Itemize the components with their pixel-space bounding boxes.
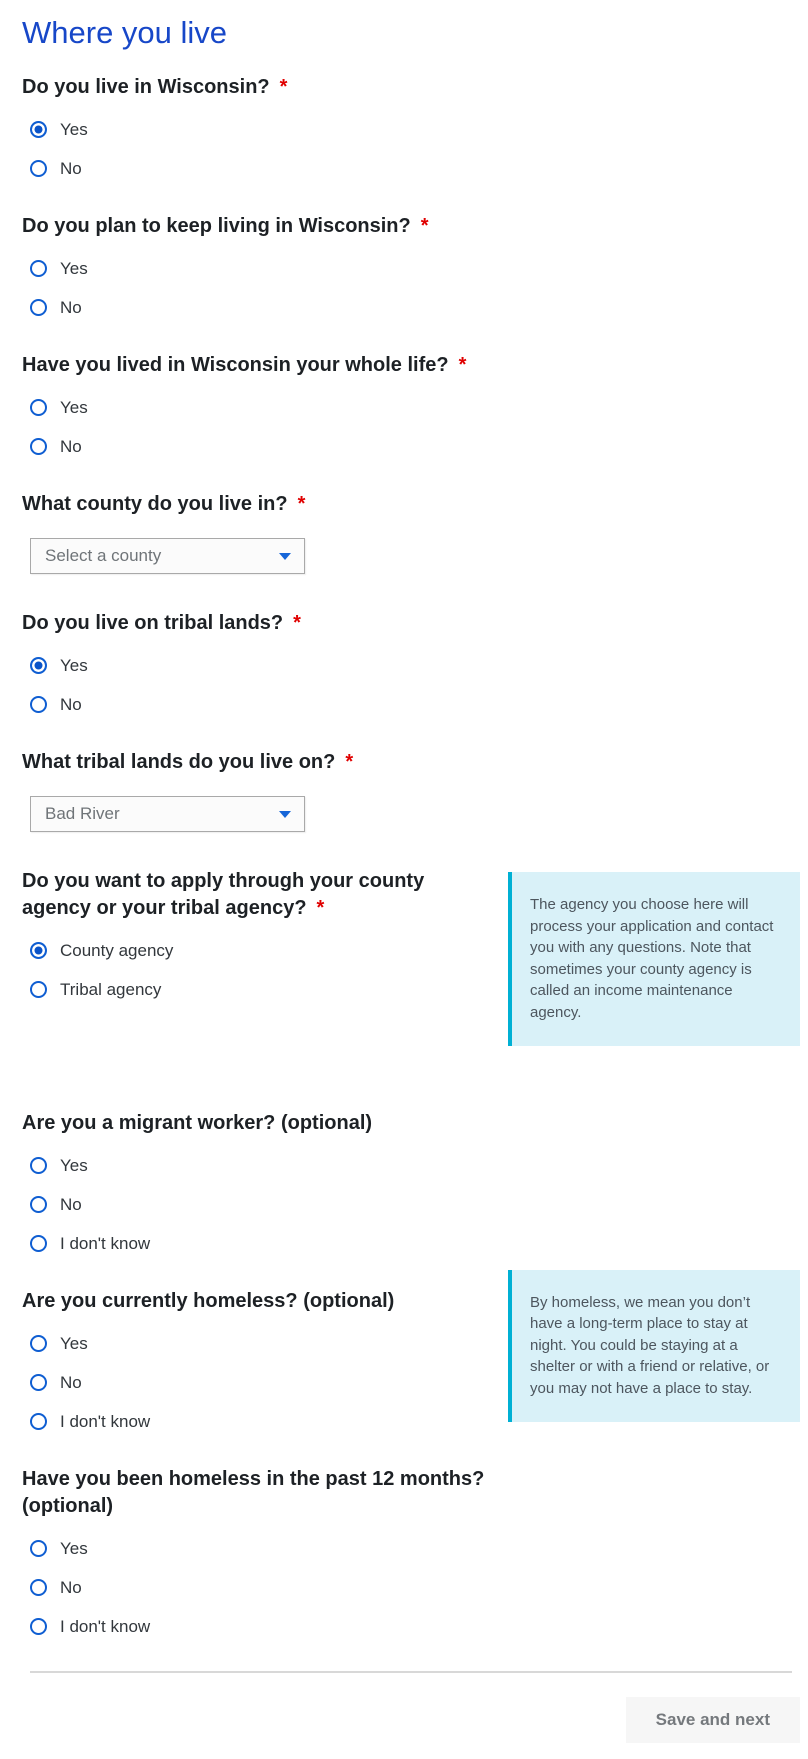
radio-label[interactable]: Yes	[60, 1538, 88, 1558]
radio-button[interactable]	[30, 1235, 47, 1252]
question-title	[22, 1466, 542, 1520]
question-title	[22, 610, 542, 637]
radio-button[interactable]	[30, 160, 47, 177]
question-main-column	[22, 868, 508, 998]
radio-option-dont-know[interactable]	[30, 1235, 800, 1252]
radio-button[interactable]	[30, 1335, 47, 1352]
question-title	[22, 74, 542, 101]
radio-label[interactable]: Yes	[60, 1333, 88, 1353]
required-asterisk: *	[345, 751, 354, 774]
question-main-column	[22, 1288, 508, 1430]
radio-button[interactable]	[30, 1618, 47, 1635]
radio-option-dont-know[interactable]	[30, 1618, 800, 1635]
radio-button[interactable]	[30, 1413, 47, 1430]
radio-option-dont-know[interactable]	[30, 1413, 508, 1430]
radio-label[interactable]: No	[60, 1372, 82, 1392]
question-text: Do you want to apply through your county agency or your tribal agency?	[22, 870, 425, 920]
radio-label[interactable]: No	[60, 695, 82, 715]
question-title	[22, 749, 542, 776]
question-title	[22, 1288, 462, 1315]
radio-label[interactable]: I don't know	[60, 1233, 151, 1253]
radio-option-yes[interactable]	[30, 1540, 800, 1557]
radio-label[interactable]: Tribal agency	[60, 980, 162, 1000]
radio-label[interactable]: Yes	[60, 120, 88, 140]
radio-button[interactable]	[30, 696, 47, 713]
question-migrant-worker	[22, 1110, 800, 1252]
required-asterisk: *	[293, 612, 301, 635]
radio-option-tribal-agency[interactable]	[30, 981, 508, 998]
radio-label[interactable]: Yes	[60, 1155, 88, 1175]
required-asterisk: *	[279, 76, 288, 99]
save-and-next-button[interactable]: Save and next	[626, 1697, 800, 1743]
footer-divider	[30, 1671, 792, 1673]
radio-option-yes[interactable]	[30, 260, 800, 277]
info-box-homeless: By homeless, we mean you don’t have a long-term place to stay at night. You could be staying at a shelter or with a friend or relative, or you may not have a place to stay.	[508, 1270, 800, 1422]
radio-option-yes[interactable]	[30, 1335, 508, 1352]
required-asterisk: *	[458, 354, 467, 377]
question-text: Are you currently homeless? (optional)	[22, 1289, 395, 1312]
radio-button-selected[interactable]	[30, 942, 47, 959]
radio-button[interactable]	[30, 260, 47, 277]
radio-button[interactable]	[30, 1374, 47, 1391]
radio-label[interactable]: No	[60, 1194, 82, 1214]
radio-group	[22, 1335, 508, 1430]
question-title	[22, 868, 462, 922]
radio-group	[22, 657, 800, 713]
radio-button[interactable]	[30, 438, 47, 455]
radio-option-yes[interactable]	[30, 657, 800, 674]
radio-label[interactable]: Yes	[60, 656, 88, 676]
question-text: Have you lived in Wisconsin your whole life?	[22, 354, 449, 377]
radio-group	[22, 1157, 800, 1252]
radio-group	[22, 942, 508, 998]
chevron-down-icon	[279, 811, 291, 818]
radio-option-no[interactable]	[30, 1374, 508, 1391]
radio-option-no[interactable]	[30, 1579, 800, 1596]
radio-button-selected[interactable]	[30, 657, 47, 674]
question-county	[22, 491, 800, 574]
radio-option-yes[interactable]	[30, 399, 800, 416]
radio-label[interactable]: No	[60, 159, 82, 179]
required-asterisk: *	[297, 493, 306, 516]
question-which-tribal-lands	[22, 749, 800, 832]
footer-actions	[22, 1697, 800, 1743]
radio-label[interactable]: I don't know	[60, 1616, 151, 1636]
question-text: Do you live in Wisconsin?	[22, 76, 270, 99]
question-title	[22, 352, 542, 379]
chevron-down-icon	[279, 553, 291, 560]
question-tribal-lands	[22, 610, 800, 713]
required-asterisk: *	[316, 897, 325, 920]
question-homeless-past-12-months	[22, 1466, 800, 1635]
radio-option-no[interactable]	[30, 299, 800, 316]
page-footer	[22, 1671, 800, 1759]
radio-label[interactable]: County agency	[60, 941, 174, 961]
radio-option-no[interactable]	[30, 696, 800, 713]
question-text: Do you plan to keep living in Wisconsin?	[22, 215, 411, 238]
question-text: What county do you live in?	[22, 493, 288, 516]
info-box-agency: The agency you choose here will process your application and contact you with any questions. Note that sometimes your county agency is called an income maintenance agency.	[508, 872, 800, 1046]
radio-option-yes[interactable]	[30, 121, 800, 138]
radio-option-yes[interactable]	[30, 1157, 800, 1174]
radio-button[interactable]	[30, 399, 47, 416]
radio-group	[22, 1540, 800, 1635]
radio-option-no[interactable]	[30, 438, 800, 455]
county-select-value: Select a county	[45, 546, 162, 566]
question-text: Do you live on tribal lands?	[22, 612, 284, 635]
radio-button[interactable]	[30, 1579, 47, 1596]
question-title	[22, 213, 542, 240]
tribal-lands-select-value: Bad River	[45, 804, 120, 824]
question-currently-homeless	[22, 1288, 800, 1430]
question-whole-life-in-wisconsin	[22, 352, 800, 455]
radio-group	[22, 260, 800, 316]
radio-button[interactable]	[30, 981, 47, 998]
radio-label[interactable]: No	[60, 298, 82, 318]
radio-button[interactable]	[30, 1157, 47, 1174]
radio-label[interactable]: Yes	[60, 398, 88, 418]
question-text: Are you a migrant worker? (optional)	[22, 1111, 373, 1134]
radio-button[interactable]	[30, 1196, 47, 1213]
question-title	[22, 491, 542, 518]
radio-label[interactable]: No	[60, 1577, 82, 1597]
radio-group	[22, 399, 800, 455]
radio-button[interactable]	[30, 299, 47, 316]
radio-label[interactable]: Yes	[60, 259, 88, 279]
required-asterisk: *	[420, 215, 429, 238]
question-keep-living-in-wisconsin	[22, 213, 800, 316]
county-select[interactable]	[30, 538, 305, 574]
tribal-lands-select[interactable]	[30, 796, 305, 832]
radio-button-selected[interactable]	[30, 121, 47, 138]
radio-option-county-agency[interactable]	[30, 942, 508, 959]
question-title	[22, 1110, 542, 1137]
page-title: Where you live	[22, 15, 228, 50]
radio-option-no[interactable]	[30, 160, 800, 177]
question-text: What tribal lands do you live on?	[22, 751, 336, 774]
radio-button[interactable]	[30, 1540, 47, 1557]
radio-group	[22, 121, 800, 177]
radio-label[interactable]: I don't know	[60, 1411, 151, 1431]
question-agency-choice	[22, 868, 800, 1046]
radio-label[interactable]: No	[60, 437, 82, 457]
radio-option-no[interactable]	[30, 1196, 800, 1213]
question-text: Have you been homeless in the past 12 months? (optional)	[22, 1467, 485, 1517]
question-live-in-wisconsin	[22, 74, 800, 177]
